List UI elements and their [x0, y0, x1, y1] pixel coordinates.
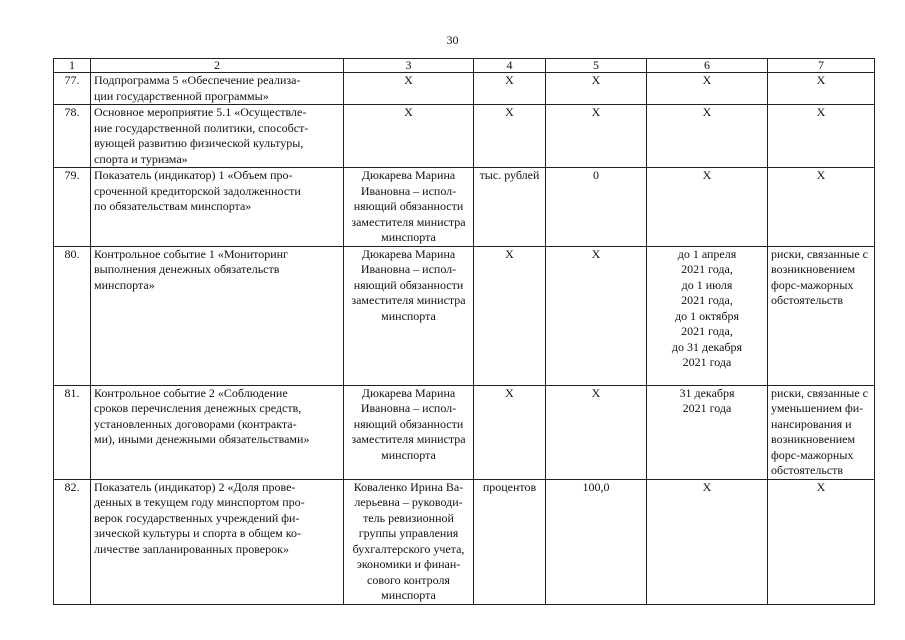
row-risks: риски, связанные с уменьшением фи- нансирования и возникновением форс-мажорных обстоятельств	[771, 385, 868, 477]
row-name: Показатель (индикатор) 2 «Доля прове- денных в текущем году минспортом про- верок государственных учреждений фи- зической культуры и спорта в общем ко- личестве запланированных проверок»	[94, 479, 305, 556]
row-name: Контрольное событие 2 «Соблюдение сроков перечисления денежных средств, установленных договорами (контракта- ми), иными денежными обязательствами»	[94, 385, 310, 446]
row-name: Подпрограмма 5 «Обеспечение реализа- ции государственной программы»	[94, 73, 301, 103]
column-number: 4	[474, 59, 546, 73]
row-deadline: X	[702, 105, 712, 119]
column-number: 6	[647, 59, 768, 73]
row-responsible: Коваленко Ирина Ва- лерьевна – руководи- тель ревизионной группы управления бухгалтерского учета, экономики и финан- сового контроля минспорта	[352, 479, 465, 602]
row-name: Основное мероприятие 5.1 «Осуществле- ние государственной политики, способст- вующей развитию физической культуры, спорта и туризма»	[94, 105, 309, 166]
table-row	[54, 168, 875, 247]
row-deadline: X	[702, 479, 712, 494]
row-unit: X	[505, 105, 514, 119]
row-risks: риски, связанные с возникновением форс-мажорных обстоятельств	[771, 246, 868, 307]
row-risks: X	[816, 105, 826, 119]
row-number: 80.	[54, 246, 91, 385]
row-value: X	[591, 73, 601, 87]
row-deadline: до 1 апреля 2021 года, до 1 июля 2021 года, до 1 октября 2021 года, до 31 декабря 2021 года	[671, 246, 743, 369]
row-responsible: Дюкарева Марина Ивановна – испол- няющий обязанности заместителя министра минспорта	[351, 385, 466, 462]
row-unit: X	[505, 73, 514, 87]
row-value: X	[591, 246, 601, 261]
row-risks: X	[816, 479, 826, 494]
table-row	[54, 73, 875, 105]
row-value: X	[591, 105, 601, 119]
row-value: X	[591, 385, 601, 400]
row-value: 0	[593, 168, 599, 182]
row-number: 78.	[54, 105, 91, 168]
row-deadline: X	[702, 168, 712, 182]
table-row	[54, 479, 875, 604]
column-number: 7	[768, 59, 875, 73]
row-deadline: 31 декабря 2021 года	[679, 385, 735, 415]
table-row	[54, 105, 875, 168]
row-unit: тыс. рублей	[479, 168, 540, 182]
row-risks: X	[816, 73, 826, 87]
column-number: 3	[344, 59, 474, 73]
row-responsible: X	[404, 73, 413, 87]
page-number: 30	[446, 33, 459, 47]
row-responsible: Дюкарева Марина Ивановна – испол- няющий обязанности заместителя министра минспорта	[351, 246, 466, 323]
row-number: 82.	[54, 479, 91, 604]
row-value: 100,0	[582, 479, 610, 494]
column-number: 5	[546, 59, 647, 73]
row-risks: X	[816, 168, 826, 182]
row-name: Показатель (индикатор) 1 «Объем про- сроченной кредиторской задолженности по обязательствам минспорта»	[94, 168, 301, 213]
table-row	[54, 246, 875, 385]
column-number: 2	[91, 59, 344, 73]
plan-table	[53, 58, 875, 605]
row-unit: X	[505, 385, 514, 400]
table-row	[54, 385, 875, 479]
column-number: 1	[54, 59, 91, 73]
row-number: 79.	[54, 168, 91, 247]
row-number: 81.	[54, 385, 91, 479]
row-unit: X	[505, 246, 514, 261]
column-number-row	[54, 59, 875, 73]
row-unit: процентов	[482, 479, 537, 494]
row-responsible: X	[404, 105, 413, 119]
row-number: 77.	[54, 73, 91, 105]
row-deadline: X	[702, 73, 712, 87]
row-name: Контрольное событие 1 «Мониторинг выполнения денежных обязательств минспорта»	[94, 246, 288, 292]
row-responsible: Дюкарева Марина Ивановна – испол- няющий обязанности заместителя министра минспорта	[351, 168, 466, 244]
